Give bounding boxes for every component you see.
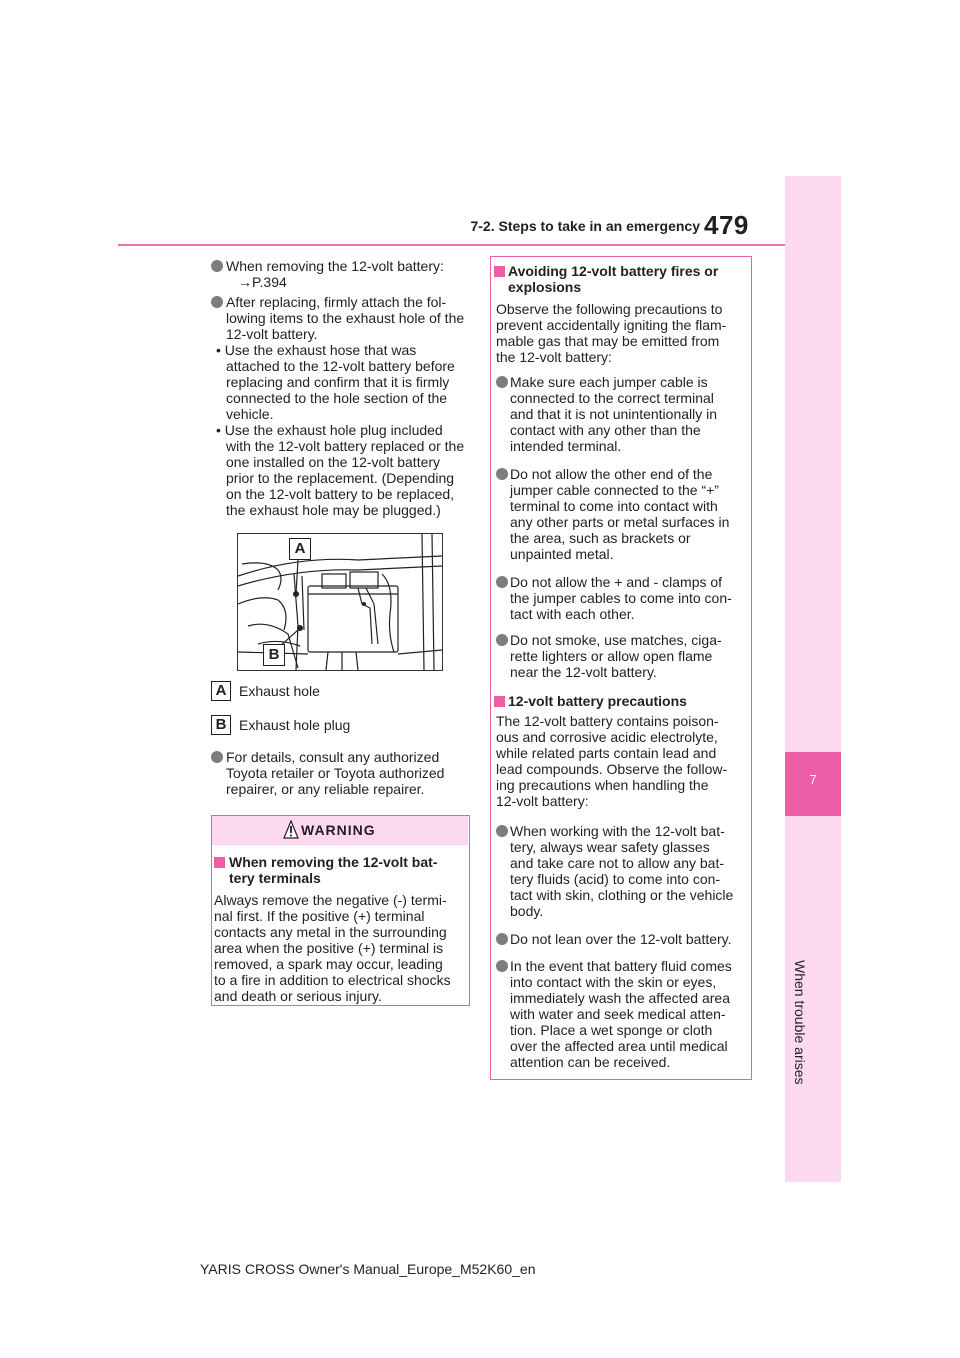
warning-title: WARNING <box>301 822 376 838</box>
bullet-icon <box>211 296 223 308</box>
bullet-other-end: Do not allow the other end of the jumper cable connected to the “+” terminal to come into contact with any other parts or metal surfaces in the area, such as brackets or unpainted metal. <box>496 466 729 562</box>
chapter-number: 7 <box>809 772 817 787</box>
page-number: 479 <box>704 210 749 240</box>
header-divider <box>118 244 785 246</box>
bullet-icon <box>496 376 508 388</box>
square-bullet-icon <box>214 857 225 868</box>
paragraph-avoid-fires: Observe the following precautions to prevent accidentally igniting the flam- mable gas that may be emitted from the 12-volt battery: <box>496 301 727 365</box>
bullet-icon <box>496 825 508 837</box>
legend-key-a: A <box>211 681 231 701</box>
heading-avoid-fires: Avoiding 12-volt battery fires or explosions <box>494 263 718 295</box>
page-reference-link[interactable]: →P.394 <box>238 274 287 290</box>
legend-key-b: B <box>211 715 231 735</box>
bullet-safety-glasses: When working with the 12-volt bat- tery, always wear safety glasses and take care not to allow any bat- tery fluids (acid) to come into con- tact with skin, clothing or the vehicle body. <box>496 823 733 919</box>
sub-bullet-exhaust-hose: • Use the exhaust hose that was attached to the 12-volt battery before replacing and confirm that it is firmly connected to the hole section of the vehicle. <box>216 342 455 422</box>
square-bullet-icon <box>494 266 505 277</box>
heading-battery-precautions: 12-volt battery precautions <box>494 693 687 709</box>
battery-illustration <box>237 533 443 671</box>
warning-heading: When removing the 12-volt bat- tery terminals <box>214 854 437 886</box>
bullet-icon <box>496 634 508 646</box>
bullet-icon <box>496 468 508 480</box>
bullet-do-not-lean: Do not lean over the 12-volt battery. <box>496 931 732 947</box>
bullet-icon <box>496 933 508 945</box>
footer-manual-title: YARIS CROSS Owner's Manual_Europe_M52K60_en <box>200 1261 536 1277</box>
figure-label-b: B <box>263 644 285 666</box>
warning-body: Always remove the negative (-) termi- nal first. If the positive (+) terminal contacts any metal in the surrounding area when the positive (+) terminal is removed, a spark may occur, leading to a fire in addition to electrical shocks and death or serious injury. <box>214 892 451 1004</box>
sub-bullet-hole-plug: • Use the exhaust hole plug included with the 12-volt battery replaced or the one installed on the 12-volt battery prior to the replacement. (Depending on the 12-volt battery to be replaced, the exhaust hole may be plugged.) <box>216 422 465 518</box>
bullet-icon <box>211 260 223 272</box>
bullet-jumper-terminal: Make sure each jumper cable is connected to the correct terminal and that it is not unintentionally in contact with any other than the intended terminal. <box>496 374 717 454</box>
section-title: 7-2. Steps to take in an emergency <box>470 218 700 234</box>
square-bullet-icon <box>494 696 505 707</box>
bullet-icon <box>496 576 508 588</box>
bullet-clamps: Do not allow the + and - clamps of the jumper cables to come into con- tact with each other. <box>496 574 732 622</box>
chapter-title: When trouble arises <box>792 960 808 1085</box>
paragraph-battery-precautions: The 12-volt battery contains poison- ous and corrosive acidic electrolyte, while related parts contain lead and lead compounds. Observe the follow- ing precautions when handling the 12-volt battery: <box>496 713 728 809</box>
bullet-battery-fluid: In the event that battery fluid comes into contact with the skin or eyes, immediately wash the affected area with water and seek medical atten- tion. Place a wet sponge or cloth over the affected area until medical attention can be received. <box>496 958 732 1070</box>
bullet-consult-retailer: For details, consult any authorized Toyota retailer or Toyota authorized repairer, or any reliable repairer. <box>211 749 444 797</box>
bullet-remove-battery: When removing the 12-volt battery: →P.394 <box>211 258 444 290</box>
legend-item-b: B Exhaust hole plug <box>211 715 461 737</box>
legend-item-a: A Exhaust hole <box>211 681 461 703</box>
bullet-icon <box>496 960 508 972</box>
bullet-icon <box>211 751 223 763</box>
bullet-no-smoking: Do not smoke, use matches, ciga- rette lighters or allow open flame near the 12-volt battery. <box>496 632 722 680</box>
bullet-after-replacing: After replacing, firmly attach the fol- lowing items to the exhaust hole of the 12-volt battery. <box>211 294 464 342</box>
figure-label-a: A <box>289 538 311 560</box>
warning-icon <box>283 820 299 840</box>
